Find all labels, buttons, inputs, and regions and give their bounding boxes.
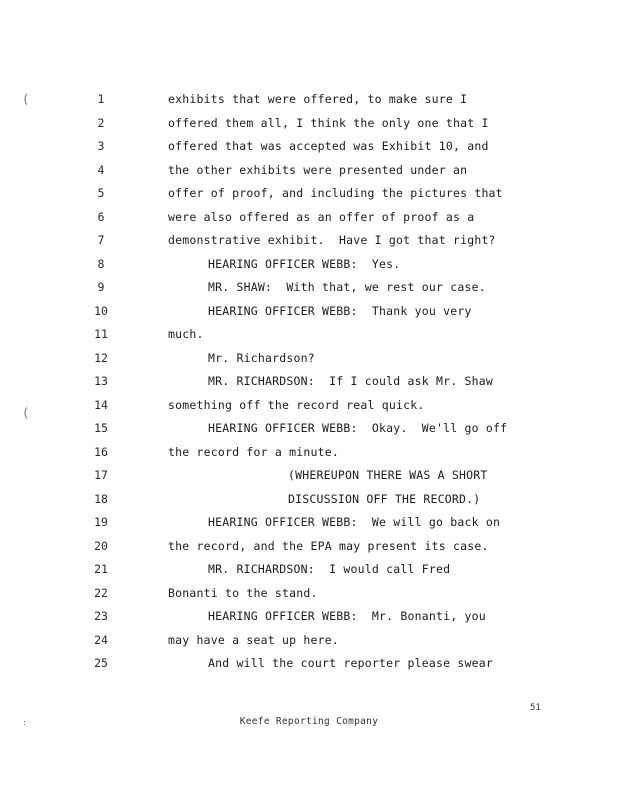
line-text: DISCUSSION OFF THE RECORD.) bbox=[288, 491, 481, 506]
line-number: 2 bbox=[97, 115, 105, 130]
line-text: HEARING OFFICER WEBB: Yes. bbox=[208, 256, 401, 271]
line-text: (WHEREUPON THERE WAS A SHORT bbox=[288, 468, 488, 482]
line-number: 4 bbox=[97, 162, 105, 177]
line-number: 3 bbox=[97, 139, 105, 153]
line-text: MR. RICHARDSON: I would call Fred bbox=[208, 562, 451, 576]
line-number: 7 bbox=[97, 233, 105, 247]
transcript-line bbox=[0, 420, 618, 440]
line-text: MR. RICHARDSON: If I could ask Mr. Shaw bbox=[208, 374, 493, 388]
transcript-line bbox=[0, 256, 618, 276]
line-text: demonstrative exhibit. Have I got that right? bbox=[168, 233, 496, 247]
transcript-line bbox=[0, 561, 618, 581]
line-text: the record for a minute. bbox=[168, 444, 339, 459]
line-text: Bonanti to the stand. bbox=[168, 585, 318, 600]
footer-company: Keefe Reporting Company bbox=[239, 716, 379, 727]
line-number: 15 bbox=[94, 421, 108, 435]
line-text: offer of proof, and including the pictures that bbox=[168, 186, 503, 200]
line-number: 5 bbox=[97, 186, 105, 200]
transcript-line bbox=[0, 491, 618, 511]
transcript-line bbox=[0, 185, 618, 205]
transcript-line bbox=[0, 115, 618, 135]
transcript-line bbox=[0, 138, 618, 158]
line-number: 19 bbox=[94, 515, 108, 529]
transcript-line bbox=[0, 91, 618, 111]
line-number: 16 bbox=[94, 444, 108, 459]
line-text: the other exhibits were presented under an bbox=[168, 162, 468, 177]
line-number: 24 bbox=[94, 632, 108, 647]
transcript-line bbox=[0, 655, 618, 675]
line-text: offered them all, I think the only one that I bbox=[168, 115, 489, 130]
line-text: HEARING OFFICER WEBB: Thank you very bbox=[208, 303, 472, 318]
line-text: offered that was accepted was Exhibit 10, and bbox=[168, 139, 489, 153]
transcript-line bbox=[0, 467, 618, 487]
punch-hole-mark: ( bbox=[22, 92, 30, 106]
line-number: 25 bbox=[94, 656, 108, 670]
line-text: And will the court reporter please swear bbox=[208, 656, 493, 670]
transcript-line bbox=[0, 444, 618, 464]
line-text: HEARING OFFICER WEBB: Okay. We'll go off bbox=[208, 421, 508, 435]
transcript-line bbox=[0, 608, 618, 628]
line-number: 9 bbox=[97, 280, 105, 294]
line-text: HEARING OFFICER WEBB: We will go back on bbox=[208, 515, 501, 529]
transcript-line bbox=[0, 232, 618, 252]
transcript-line bbox=[0, 373, 618, 393]
line-number: 21 bbox=[94, 562, 108, 576]
line-number: 20 bbox=[94, 538, 108, 553]
line-text: Mr. Richardson? bbox=[208, 350, 315, 365]
line-number: 1 bbox=[97, 92, 105, 106]
line-text: something off the record real quick. bbox=[168, 397, 425, 412]
line-number: 17 bbox=[94, 468, 108, 482]
line-number: 18 bbox=[94, 491, 108, 506]
line-text: much. bbox=[168, 327, 204, 341]
page-number: 51 bbox=[530, 703, 541, 713]
transcript-line bbox=[0, 585, 618, 605]
line-number: 13 bbox=[94, 374, 108, 388]
line-number: 6 bbox=[97, 209, 105, 224]
line-text: MR. SHAW: With that, we rest our case. bbox=[208, 280, 486, 294]
line-text: may have a seat up here. bbox=[168, 632, 339, 647]
transcript-line bbox=[0, 303, 618, 323]
transcript-line bbox=[0, 162, 618, 182]
transcript-line bbox=[0, 397, 618, 417]
line-text: were also offered as an offer of proof as a bbox=[168, 209, 475, 224]
transcript-line bbox=[0, 209, 618, 229]
transcript-line bbox=[0, 326, 618, 346]
line-number: 14 bbox=[94, 397, 108, 412]
punch-hole-mark: : bbox=[22, 718, 27, 727]
line-text: the record, and the EPA may present its case. bbox=[168, 538, 489, 553]
transcript-line bbox=[0, 538, 618, 558]
transcript-line bbox=[0, 632, 618, 652]
line-number: 12 bbox=[94, 350, 108, 365]
line-text: HEARING OFFICER WEBB: Mr. Bonanti, you bbox=[208, 609, 486, 623]
line-number: 10 bbox=[94, 303, 108, 318]
transcript-line bbox=[0, 350, 618, 370]
line-text: exhibits that were offered, to make sure I bbox=[168, 92, 468, 106]
transcript-line bbox=[0, 514, 618, 534]
line-number: 23 bbox=[94, 609, 108, 623]
line-number: 11 bbox=[94, 327, 108, 341]
punch-hole-mark: ( bbox=[22, 406, 30, 420]
line-number: 8 bbox=[97, 256, 105, 271]
transcript-line bbox=[0, 279, 618, 299]
line-number: 22 bbox=[94, 585, 108, 600]
